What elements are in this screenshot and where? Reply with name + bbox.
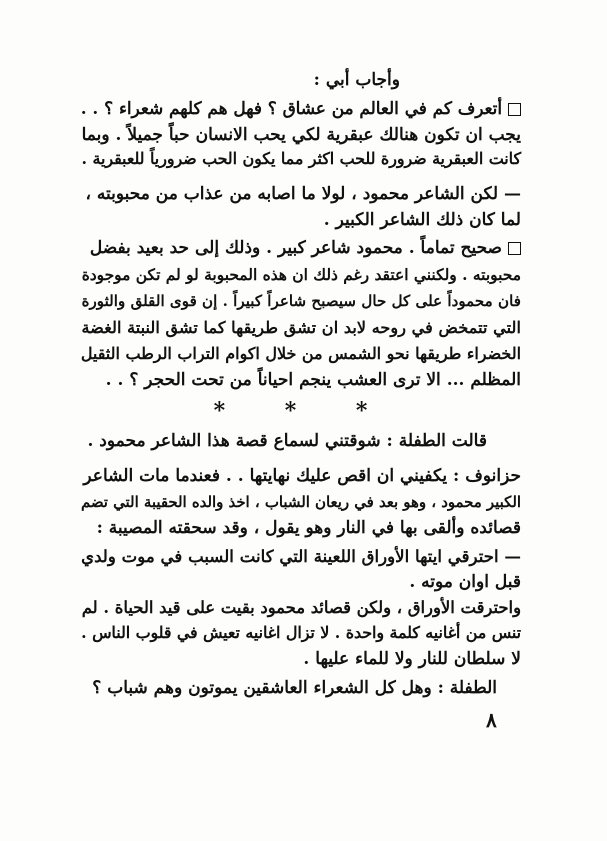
text-line: لا سلطان للنار ولا للماء عليها . — [303, 649, 521, 669]
text-line: يجب ان تكون هنالك عبقرية لكي يحب الانسان حباً جميلاً . وبما — [81, 125, 521, 145]
text-line-content: أتعرف كم في العالم من عشاق ؟ فهل هم كلهم شعراء ؟ . . — [80, 98, 502, 118]
text-line: حزانوف : يكفيني ان اقص عليك نهايتها . . فعندما مات الشاعر — [83, 466, 521, 486]
text-line: — لكن الشاعر محمود ، لولا ما اصابه من عذاب من محبوبته ، — [85, 184, 521, 204]
text-line: واحترقت الأوراق ، ولكن قصائد محمود بقيت على قيد الحياة . لم — [81, 598, 521, 617]
text-line-with-checkbox — [90, 237, 521, 259]
checkbox-square-icon — [508, 103, 521, 116]
text-line: محبوبته . ولكنني اعتقد رغم ذلك ان هذه المحبوبة لو لم تكن موجودة — [81, 265, 521, 284]
section-separator: * * * — [213, 398, 394, 424]
text-line: التي تتمخض في روحه لابد ان تشق طريقها كما تشق النبتة الغضة — [81, 318, 521, 337]
text-line: قالت الطفلة : شوقتني لسماع قصة هذا الشاعر محمود . — [87, 431, 487, 451]
text-line: الطفلة : وهل كل الشعراء العاشقين يموتون وهم شباب ؟ — [92, 678, 497, 698]
page-number: ٨ — [486, 708, 497, 732]
text-line-with-checkbox — [81, 97, 521, 119]
text-line: الكبير محمود ، وهو بعد في ريعان الشباب ، اخذ والده الحقيبة التي تضم — [80, 493, 521, 511]
text-line: كانت العبقرية ضرورة للحب اكثر مما يكون الحب ضرورياً للعبقرية . — [81, 149, 521, 168]
text-line: — احترقي ايتها الأوراق اللعينة التي كانت السبب في موت ولدي — [81, 546, 521, 566]
text-line: وأجاب أبي : — [313, 70, 400, 90]
text-line: قبل اوان موته . — [409, 572, 521, 592]
text-line: لما كان ذلك الشاعر الكبير . — [323, 210, 521, 230]
text-line: الخضراء طريقها نحو الشمس من خلال اكوام التراب الرطب الثقيل — [80, 344, 521, 363]
text-line: المظلم ... الا ترى العشب ينجم احياناً من تحت الحجر ؟ . . — [105, 370, 521, 390]
text-line: تنس من أغانيه كلمة واحدة . لا تزال اغانيه تعيش في قلوب الناس . — [81, 623, 521, 642]
checkbox-square-icon — [508, 242, 521, 255]
text-line: قصائده وألقى بها في النار وهو يقول ، وقد سحقته المصيبة : — [96, 518, 521, 538]
text-line: فان محموداً على كل حال سيصبح شاعراً كبيراً . إن قوى القلق والثورة — [81, 292, 521, 310]
text-line-content: صحيح تماماً . محمود شاعر كبير . وذلك إلى حد بعيد بفضل — [89, 238, 502, 258]
